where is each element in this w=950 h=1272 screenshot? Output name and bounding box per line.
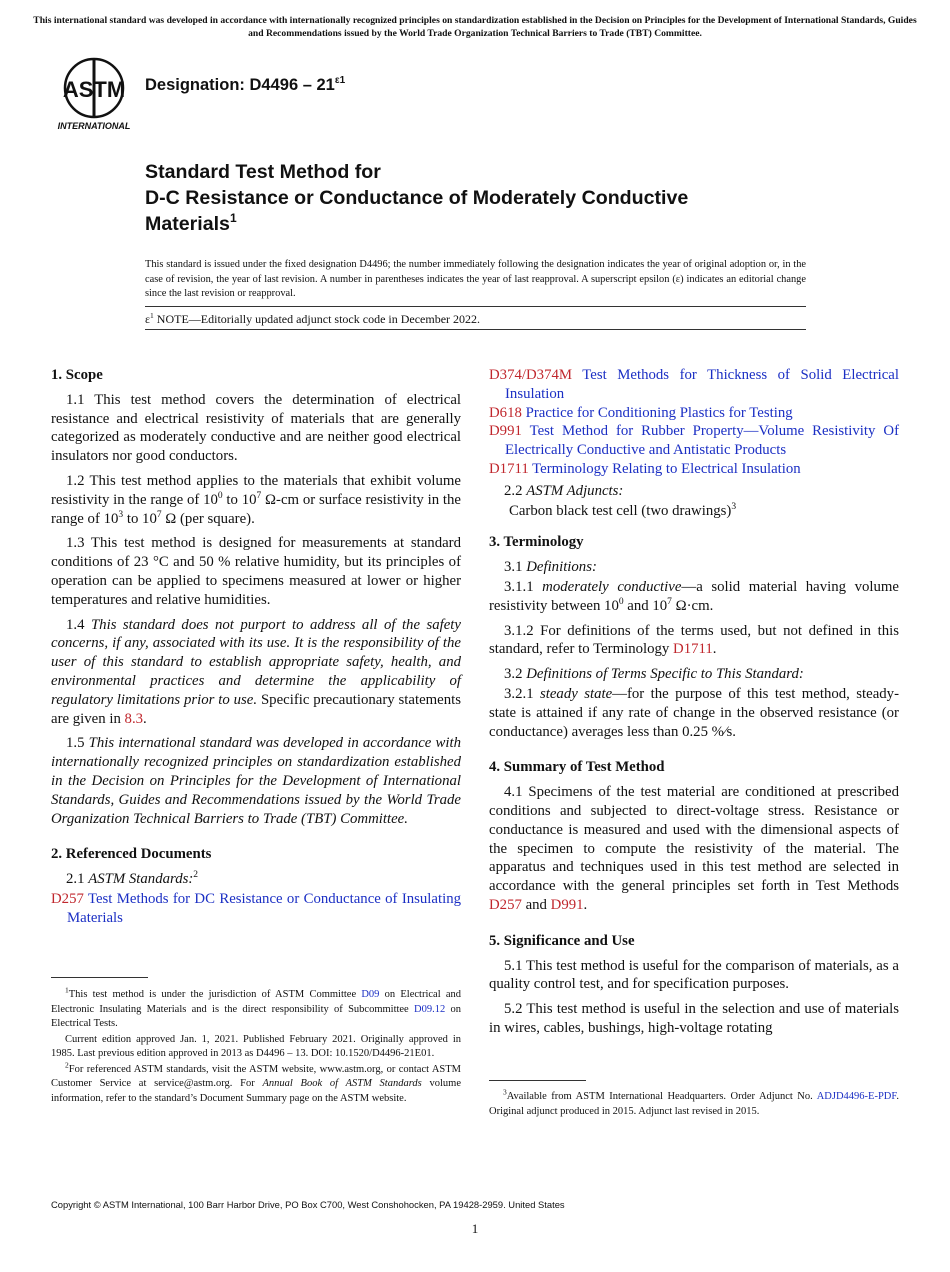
- para-1-4: 1.4 This standard does not purport to address all of the safety concerns, if any, associated with its use. It is the responsibility of the user of this standard to establish appropriate safety, health, and environmental practices and determine the applicability of regulatory limitations prior to use. Specific precautionary statements are given in 8.3.: [51, 616, 461, 727]
- para-1-2: 1.2 This test method applies to the materials that exhibit volume resistivity in the range of $10^0$ to $10^7$ Ω-cm or surface resistivity in the range of $10^3$ to $10^7$ Ω (per square).: [51, 472, 461, 527]
- para-1-5: 1.5 This international standard was developed in accordance with internationally recognized principles on standardization established in the Decision on Principles for the Development of International Standards, Guides and Recommendations issued by the World Trade Organization Technical Barriers to Trade (TBT) Committee.: [51, 735, 461, 827]
- designation: [145, 76, 345, 95]
- para-3-1: 3.1 Definitions:: [504, 559, 597, 576]
- para-2-2: 2.2 ASTM Adjuncts:: [504, 482, 624, 499]
- copyright: Copyright © ASTM International, 100 Barr Harbor Drive, PO Box C700, West Conshohocken, PA 19428-2959. United States: [51, 1199, 565, 1210]
- para-3-2: 3.2 Definitions of Terms Specific to This Standard:: [504, 666, 804, 683]
- ref-d1711[interactable]: D1711 Terminology Relating to Electrical Insulation: [489, 460, 801, 477]
- para-1-3: 1.3 This test method is designed for measurements at standard conditions of 23 °C and 50 % relative humidity, but its principles of operation can be applied to specimens measured at lower or higher temperatures and relative humidities.: [51, 535, 461, 608]
- footnote-1-edition: Current edition approved Jan. 1, 2021. Published February 2021. Originally approved in 1985. Last previous edition approved in 2013 as D4496 – 13. DOI: 10.1520/D4496-21E01.: [51, 1033, 461, 1059]
- para-3-1-2: 3.1.2 For definitions of the terms used, but not defined in this standard, refer to Terminology D1711.: [489, 622, 899, 658]
- designation-superscript: ε1: [334, 75, 346, 86]
- title-footnote-mark: 1: [229, 211, 237, 225]
- ref-d991[interactable]: D991 Test Method for Rubber Property—Volume Resistivity Of Electrically Conductive and Antistatic Products: [489, 423, 899, 459]
- footnote-1: $^1$This test method is under the jurisdiction of ASTM Committee D09 on Electrical and Electronic Insulating Materials and is the direct responsibility of Subcommittee D09.12 on Electrical Tests.: [51, 985, 462, 1029]
- adjunct-item: Carbon black test cell (two drawings)$^3$: [509, 501, 737, 519]
- ref-d257[interactable]: D257 Test Methods for DC Resistance or Conductance of Insulating Materials: [51, 890, 461, 926]
- issuance-statement: This standard is issued under the fixed designation D4496; the number immediately following the designation indicates the year of original adoption or, in the case of revision, the year of last revision. A number in parentheses indicates the year of last reapproval. A superscript epsilon (ε) indicates an editorial change since the last revision or reapproval.: [145, 259, 806, 299]
- footnote-2: $^2$For referenced ASTM standards, visit the ASTM website, www.astm.org, or contact ASTM Customer Service at service@astm.org. For Annual Book of ASTM Standards volume information, refer to the standard’s Document Summary page on the ASTM website.: [51, 1060, 461, 1104]
- footnote-rule-left: [51, 977, 148, 978]
- link-section-8-3[interactable]: 8.3: [124, 710, 144, 727]
- para-3-2-1: 3.2.1 steady state—for the purpose of this test method, steady-state is attained if any rate of change in the observed resistance (or conductance) averages less than 0.25 %⁄s.: [489, 685, 899, 740]
- title-line-3: Materials: [145, 213, 230, 235]
- footnotes-right: [489, 1087, 899, 1120]
- ref-d618[interactable]: D618 Practice for Conditioning Plastics for Testing: [489, 404, 793, 421]
- para-2-1: 2.1 ASTM Standards:$^2$: [66, 870, 199, 888]
- section-heading-scope: 1. Scope: [51, 367, 103, 383]
- footnote-3: $^3$Available from ASTM International Headquarters. Order Adjunct No. ADJD4496-E-PDF. Original adjunct produced in 2015. Adjunct last revised in 2015.: [489, 1087, 899, 1117]
- section-heading-terminology: 3. Terminology: [489, 534, 584, 551]
- divider-top: [145, 306, 806, 307]
- para-4-1: 4.1 Specimens of the test material are conditioned at prescribed conditions and subjected to direct-voltage stress. Resistance or conductance is measured and used with the dimensional aspects of the specimen to compute the resistivity of the material. The apparatus and techniques used in this test method are selected in accordance with the general principles set forth in Test Methods D257 and D991.: [489, 784, 899, 913]
- logo-caption: INTERNATIONAL: [57, 121, 131, 131]
- right-column: [489, 366, 899, 1044]
- para-3-1-1: 3.1.1 moderately conductive—a solid material having volume resistivity between $10^0$ and $10^7$ Ω·cm.: [489, 578, 899, 614]
- epsilon-note: $\varepsilon^1$ NOTE—Editorially updated adjunct stock code in December 2022.: [145, 311, 481, 326]
- section-heading-significance: 5. Significance and Use: [489, 932, 635, 949]
- section-heading-summary: 4. Summary of Test Method: [489, 759, 665, 776]
- footnote-rule-right: [489, 1080, 586, 1081]
- left-column: [51, 366, 461, 928]
- designation-label: Designation: D4496 – 21: [145, 76, 335, 94]
- document-title: [145, 159, 835, 237]
- astm-logo: [53, 57, 135, 132]
- logo-letters: ASTM: [62, 77, 126, 102]
- title-line-1: Standard Test Method for: [145, 161, 381, 183]
- ref-d374[interactable]: D374/D374M Test Methods for Thickness of Solid Electrical Insulation: [489, 367, 899, 402]
- para-1-1: 1.1 This test method covers the determination of electrical resistance and electrical resistivity of materials that are generally categorized as moderately conductive and are neither good electrical insulators nor good conductors.: [51, 391, 461, 465]
- title-line-2: D-C Resistance or Conductance of Moderately Conductive: [145, 187, 689, 209]
- para-5-1: 5.1 This test method is useful for the comparison of materials, as a quality control test, and for specification purposes.: [489, 957, 899, 993]
- header-notice: This international standard was developed in accordance with internationally recognized principles on standardization established in the Decision on Principles for the Development of International Standards, Guides and Recommendations issued by the World Trade Organization Technical Barriers to Trade (TBT) Committee.: [33, 15, 917, 39]
- page-number: 1: [471, 1221, 479, 1236]
- section-heading-referenced: 2. Referenced Documents: [51, 846, 212, 863]
- footnotes-left: [51, 985, 462, 1107]
- divider-bottom: [145, 329, 806, 330]
- para-5-2: 5.2 This test method is useful in the selection and use of materials in wires, cables, bushings, high-voltage rotating: [489, 1001, 899, 1036]
